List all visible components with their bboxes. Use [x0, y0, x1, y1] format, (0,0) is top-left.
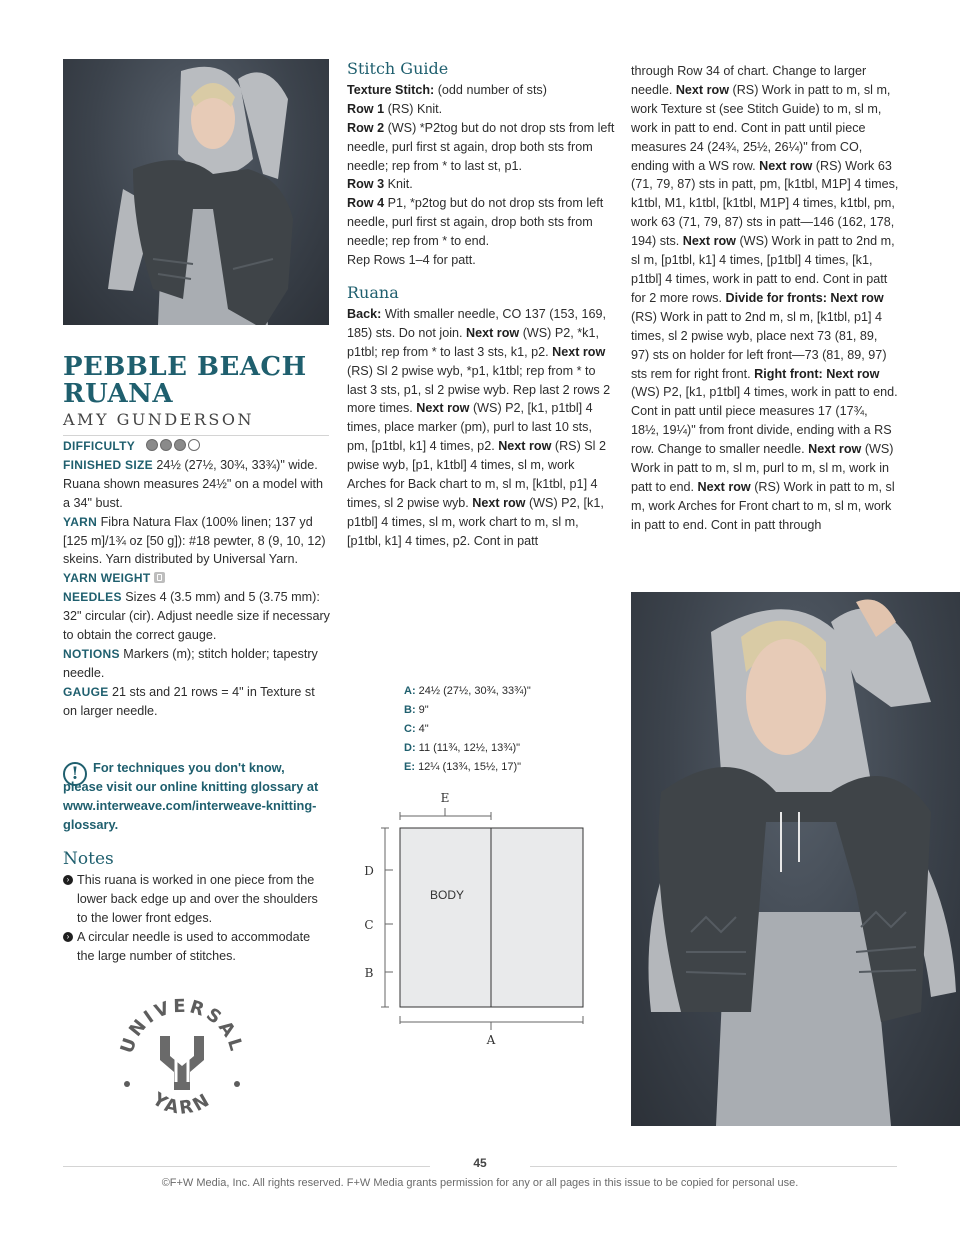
stitch-guide-section: Stitch Guide Texture Stitch: (odd number of sts) Row 1 (RS) Knit. Row 2 (WS) *P2tog but do not drop sts from left needle, purl first st again, drop both sts from needle; rep from * to last st, p1. Row 3 Knit. Row 4 P1, *p2tog but do not drop sts from left needle, purl first st again, drop both sts from needle; rep from * to end. Rep Rows 1–4 for patt. Ruana Back: With smaller needle, CO 137 (153, 169, 185) sts. Do not join. Next row (WS) P2, *k1, p1tbl; rep from * to last 3 sts, k1, p2. Next row (RS) Sl 2 pwise wyb, *p1, k1tbl; rep from * to last 3 sts, p1, sl 2 pwise wyb. Rep last 2 rows 2 more times. Next row (WS) P2, [k1, p1tbl] 4 times, place marker (pm), purl to last 10 sts, pm, [p1tbl, k1] 4 times, p2. Next row (RS) Sl 2 pwise wyb, [p1, k1tbl] 4 times, sl m, work Arches for Back chart to m, sl m, [k1tbl, p1] 4 times, sl 2 pwise wyb. Next row (WS) P2, [k1, p1tbl] 4 times, sl m, work chart to m, sl m, [p1tbl, k1] 4 times, p2. Cont in patt	[347, 60, 615, 551]
difficulty-dot-filled-icon	[174, 439, 186, 451]
dimension-label-d: D	[364, 864, 374, 878]
difficulty-row: DIFFICULTY	[63, 437, 331, 456]
pattern-title: PEBBLE BEACH RUANA	[63, 352, 307, 409]
svg-text:YARN	[148, 1088, 216, 1119]
list-item: D: 11 (11¾, 12½, 13¾)"	[404, 742, 521, 754]
notions-row: NOTIONS Markers (m); stitch holder; tapestry needle.	[63, 646, 318, 680]
model-illustration	[631, 592, 960, 1126]
schematic-legend	[404, 682, 604, 777]
svg-text:UNIVERSAL	[117, 996, 248, 1056]
pattern-author: AMY GUNDERSON	[63, 410, 254, 429]
ruana-heading: Ruana	[347, 282, 399, 302]
yarn-weight-3-icon	[154, 572, 165, 583]
glossary-tip-text: For techniques you don't know, please visit our online knitting glossary at www.interweave.com/interweave-knitting-glossary.	[63, 760, 319, 832]
dimension-label-a: A	[486, 1033, 496, 1047]
logo-text-top: UNIVERSAL	[116, 995, 248, 1056]
dimension-label-b: B	[364, 966, 374, 980]
model-photo-large	[631, 592, 960, 1126]
list-item: A: 24½ (27½, 30¾, 33¾)"	[404, 685, 531, 697]
yarn-weight-row: YARN WEIGHT	[63, 569, 331, 588]
exclamation-circle-icon: !	[63, 762, 87, 786]
needles-row: NEEDLES Sizes 4 (3.5 mm) and 5 (3.75 mm): 32" circular (cir). Adjust needle size if necessary to obtain the correct gauge.	[63, 590, 330, 643]
list-item: B: 9"	[404, 704, 429, 716]
arrow-bullet-icon: ›	[63, 875, 73, 885]
list-item: E: 12¼ (13¾, 15½, 17)"	[404, 761, 522, 773]
difficulty-dot-filled-icon	[160, 439, 172, 451]
pattern-specs	[63, 437, 331, 721]
model-illustration	[63, 59, 329, 325]
difficulty-dot-empty-icon	[188, 439, 200, 451]
dimension-label-c: C	[364, 918, 374, 932]
ruana-instructions-continued: through Row 34 of chart. Change to larger needle. Next row (RS) Work in patt to m, sl m, work Texture st (see Stitch Guide) to m, sl m, work in patt to end. Cont in patt until piece measures 24 (24¾, 25½, 26¼)" from CO, ending with a WS row. Next row (RS) Work 63 (71, 79, 87) sts in patt, pm, [k1tbl, M1P] 4 times, k1tbl, M1, k1tbl, [k1tbl, M1P] 4 times, k1tbl, pm, work 63 (71, 79, 87) sts in patt—146 (162, 178, 194) sts. Next row (WS) Work in patt to 2nd m, sl m, [p1tbl, k1] 4 times, [p1tbl] 4 times, [k1, p1tbl] 4 times, work in patt to end. Cont in patt for 2 more rows. Divide for fronts: Next row (RS) Work in patt to 2nd m, sl m, [k1tbl, p1] 4 times, sl 2 pwise wyb, place next 73 (81, 89, 97) sts on holder for left front—73 (81, 89, 97) sts rem for right front. Right front: Next row (WS) P2, [k1, p1tbl] 4 times, work in patt to end. Cont in patt until piece measures 17 (17¾, 18½, 19¼)" from front divide, ending with a RS row. Change to smaller needle. Next row (WS) Work in patt to m, sl m, purl to m, sl m, work in patt to end. Next row (RS) Work in patt to m, sl m, work Arches for Front chart to m, sl m, work in patt to end. Cont in patt through	[631, 64, 899, 532]
schematic-diagram	[355, 786, 595, 1051]
notes-section	[63, 849, 325, 966]
list-item: › This ruana is worked in one piece from the lower back edge up and over the shoulders to the lower front edges.	[63, 871, 325, 928]
finished-size-row: FINISHED SIZE 24½ (27½, 30¾, 33¾)" wide. Ruana shown measures 24½" on a model with a 34" bust.	[63, 457, 323, 510]
page-number: 45	[430, 1156, 530, 1170]
arrow-bullet-icon: ›	[63, 932, 73, 942]
yarn-row: YARN Fibra Natura Flax (100% linen; 137 yd [125 m]/1¾ oz [50 g]): #18 pewter, 8 (9, 10, 12) skeins. Yarn distributed by Universal Yarn.	[63, 514, 326, 567]
list-item: › A circular needle is used to accommodate the large number of stitches.	[63, 928, 325, 966]
model-photo-small	[63, 59, 329, 325]
universal-yarn-logo	[112, 990, 252, 1130]
notes-list	[63, 871, 325, 966]
glossary-tip	[63, 758, 325, 834]
dimension-label-e: E	[440, 791, 450, 805]
logo-text-bottom: YARN	[148, 1088, 216, 1119]
difficulty-rating	[146, 439, 202, 453]
stitch-guide-heading: Stitch Guide	[347, 59, 449, 78]
body-label: BODY	[429, 888, 465, 902]
difficulty-dot-filled-icon	[146, 439, 158, 451]
copyright-notice: ©F+W Media, Inc. All rights reserved. F+W Media grants permission for any or all pages in this issue to be copied for personal use.	[161, 1177, 799, 1189]
list-item: C: 4"	[404, 723, 429, 735]
gauge-row: GAUGE 21 sts and 21 rows = 4" in Texture st on larger needle.	[63, 684, 315, 718]
notes-heading: Notes	[63, 849, 114, 869]
ruana-back-text: Back: With smaller needle, CO 137 (153, 169, 185) sts. Do not join. Next row (WS) P2, *k1, p1tbl; rep from * to last 3 sts, k1, p2. Next row (RS) Sl 2 pwise wyb, *p1, k1tbl; rep from * to last 3 sts, p1, sl 2 pwise wyb. Rep last 2 rows 2 more times. Next row (WS) P2, [k1, p1tbl] 4 times, place marker (pm), purl to last 10 sts, pm, [p1tbl, k1] 4 times, p2. Next row (RS) Sl 2 pwise wyb, [p1, k1tbl] 4 times, sl m, work Arches for Back chart to m, sl m, [k1tbl, p1] 4 times, sl 2 pwise wyb. Next row (WS) P2, [k1, p1tbl] 4 times, sl m, work chart to m, sl m, [p1tbl, k1] 4 times, p2. Cont in patt	[347, 306, 611, 548]
title-divider	[63, 435, 329, 436]
